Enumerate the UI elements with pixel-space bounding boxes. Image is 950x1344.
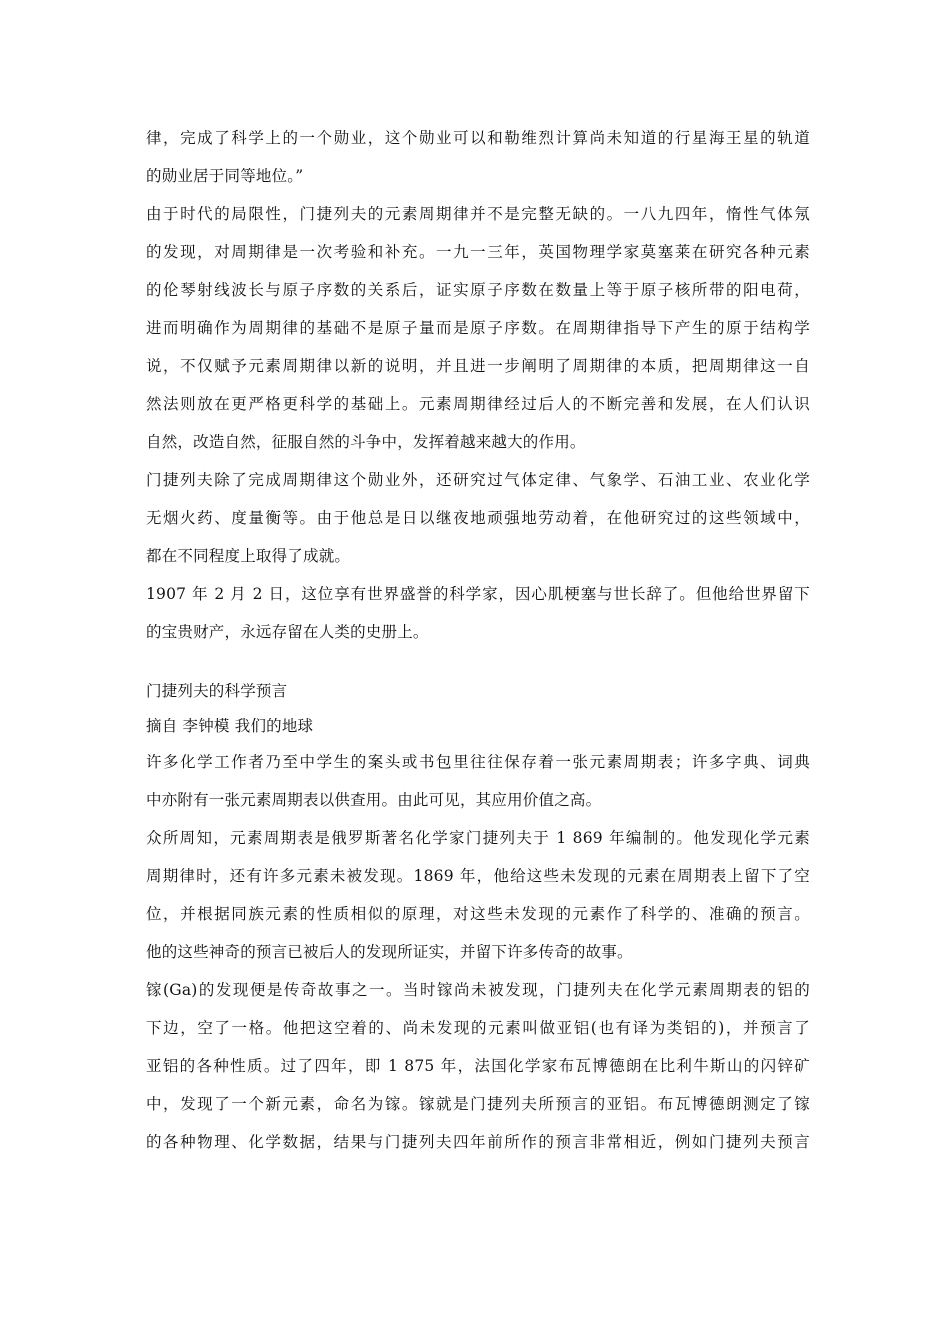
paragraph-line: 自然，改造自然，征服自然的斗争中，发挥着越来越大的作用。	[146, 433, 586, 451]
paragraph-line: 下边，空了一格。他把这空着的、尚未发现的元素叫做亚铝(也有译为类铝的)，并预言了	[146, 1019, 810, 1037]
paragraph-line: 的发现，对周期律是一次考验和补充。一九一三年，英国物理学家莫塞莱在研究各种元素	[146, 243, 810, 261]
paragraph-line: 周期律时，还有许多元素未被发现。1869 年，他给这些未发现的元素在周期表上留下了空	[146, 867, 810, 885]
section-heading: 门捷列夫的科学预言	[146, 682, 288, 700]
paragraph-line: 的勋业居于同等地位。”	[146, 167, 304, 185]
paragraph-line: 律，完成了科学上的一个勋业，这个勋业可以和勒维烈计算尚未知道的行星海王星的轨道	[146, 129, 810, 147]
paragraph-line: 由于时代的局限性，门捷列夫的元素周期律并不是完整无缺的。一八九四年，惰性气体氖	[146, 205, 810, 223]
paragraph-line: 无烟火药、度量衡等。由于他总是日以继夜地顽强地劳动着，在他研究过的这些领域中，	[146, 509, 810, 527]
paragraph-line: 中，发现了一个新元素，命名为镓。镓就是门捷列夫所预言的亚铝。布瓦博德朗测定了镓	[146, 1095, 810, 1113]
paragraph-line: 位，并根据同族元素的性质相似的原理，对这些未发现的元素作了科学的、准确的预言。	[146, 905, 810, 923]
paragraph-line: 都在不同程度上取得了成就。	[146, 547, 351, 565]
paragraph-line: 的伦琴射线波长与原子序数的关系后，证实原子序数在数量上等于原子核所带的阳电荷，	[146, 281, 810, 299]
paragraph-line: 的各种物理、化学数据，结果与门捷列夫四年前所作的预言非常相近，例如门捷列夫预言	[146, 1133, 810, 1151]
paragraph-line: 说，不仅赋予元素周期律以新的说明，并且进一步阐明了周期律的本质，把周期律这一自	[146, 357, 810, 375]
paragraph-line: 中亦附有一张元素周期表以供查用。由此可见，其应用价值之高。	[146, 791, 602, 809]
paragraph-line: 1907 年 2 月 2 日，这位享有世界盛誉的科学家，因心肌梗塞与世长辞了。但他给世界留下	[146, 585, 810, 603]
paragraph-line: 进而明确作为周期律的基础不是原子量而是原子序数。在周期律指导下产生的原于结构学	[146, 319, 810, 337]
paragraph-line: 门捷列夫除了完成周期律这个勋业外，还研究过气体定律、气象学、石油工业、农业化学	[146, 471, 810, 489]
paragraph-line: 亚铝的各种性质。过了四年，即 1 875 年，法国化学家布瓦博德朗在比利牛斯山的闪锌矿	[146, 1057, 810, 1075]
paragraph-line: 众所周知，元素周期表是俄罗斯著名化学家门捷列夫于 1 869 年编制的。他发现化学元素	[146, 829, 810, 847]
paragraph-line: 镓(Ga)的发现便是传奇故事之一。当时镓尚未被发现，门捷列夫在化学元素周期表的铝的	[146, 981, 810, 999]
paragraph-line: 的宝贵财产，永远存留在人类的史册上。	[146, 623, 429, 641]
source-attribution: 摘自 李钟模 我们的地球	[146, 717, 314, 735]
paragraph-line: 他的这些神奇的预言已被后人的发现所证实，并留下许多传奇的故事。	[146, 943, 633, 961]
paragraph-line: 许多化学工作者乃至中学生的案头或书包里往往保存着一张元素周期表；许多字典、词典	[146, 753, 810, 771]
paragraph-line: 然法则放在更严格更科学的基础上。元素周期律经过后人的不断完善和发展，在人们认识	[146, 395, 810, 413]
